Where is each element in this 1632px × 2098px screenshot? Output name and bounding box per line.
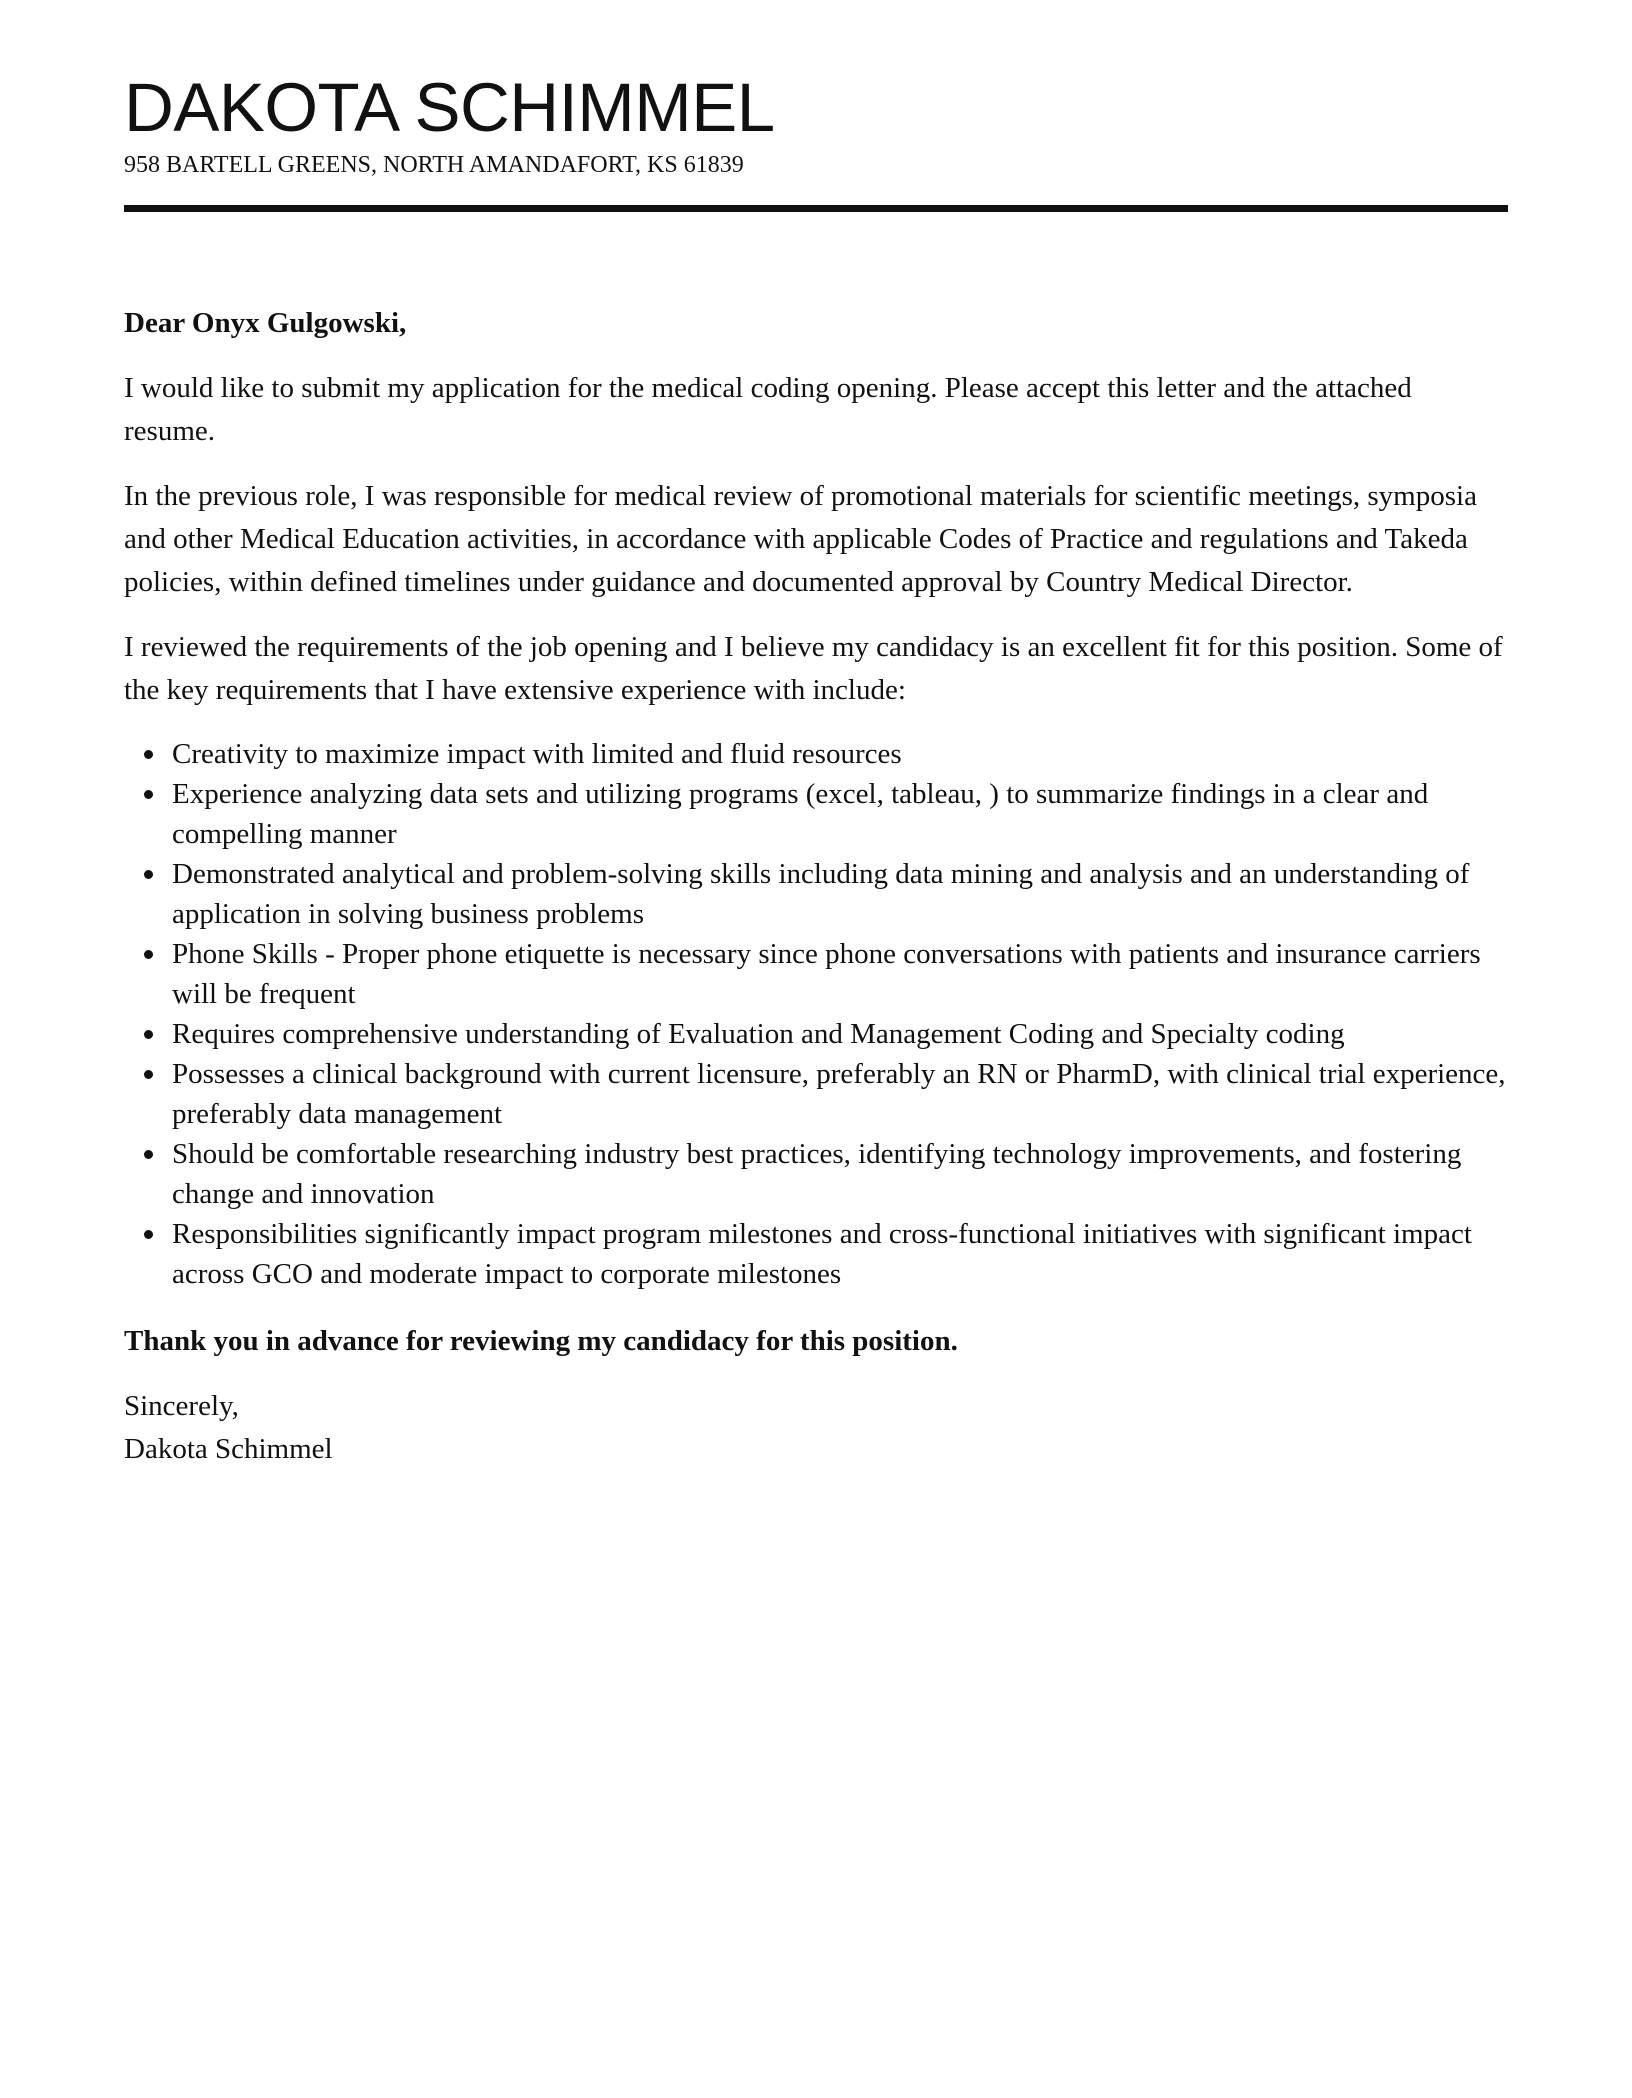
experience-paragraph: In the previous role, I was responsible for medical review of promotional materials for scientific meetings, symposia and other Medical Education activities, in accordance with applicable Codes of Practice and regulations and Takeda policies, within defined timelines under guidance and documented approval by Country Medical Director.: [124, 480, 1477, 598]
list-item: [124, 1134, 1508, 1214]
requirement-text: Should be comfortable researching industry best practices, identifying technology improvements, and fostering change and innovation: [172, 1138, 1462, 1210]
requirement-text: Requires comprehensive understanding of Evaluation and Management Coding and Specialty coding: [172, 1018, 1345, 1050]
closing-statement: Thank you in advance for reviewing my candidacy for this position.: [124, 1325, 958, 1357]
list-item: [124, 774, 1508, 854]
bullet-icon: [144, 790, 153, 799]
list-item: [124, 1014, 1508, 1054]
list-item: [124, 934, 1508, 1014]
fit-paragraph: I reviewed the requirements of the job opening and I believe my candidacy is an excellent fit for this position. Some of the key requirements that I have extensive experience with include:: [124, 631, 1503, 706]
bullet-icon: [144, 1030, 153, 1039]
requirement-text: Demonstrated analytical and problem-solving skills including data mining and analysis and an understanding of application in solving business problems: [172, 858, 1470, 930]
bullet-icon: [144, 1230, 153, 1239]
intro-paragraph: I would like to submit my application for the medical coding opening. Please accept this letter and the attached resume.: [124, 372, 1412, 447]
requirements-list: [124, 734, 1508, 1294]
sign-off: [124, 1385, 1508, 1471]
bullet-icon: [144, 1070, 153, 1079]
bullet-icon: [144, 750, 153, 759]
header-divider: [124, 205, 1508, 212]
greeting: Dear Onyx Gulgowski,: [124, 307, 407, 339]
list-item: [124, 1214, 1508, 1294]
list-item: [124, 734, 1508, 774]
list-item: [124, 854, 1508, 934]
applicant-name: DAKOTA SCHIMMEL: [124, 69, 775, 146]
requirement-text: Responsibilities significantly impact program milestones and cross-functional initiatives with significant impact across GCO and moderate impact to corporate milestones: [172, 1218, 1472, 1290]
bullet-icon: [144, 950, 153, 959]
signature: Dakota Schimmel: [124, 1433, 333, 1465]
requirement-text: Possesses a clinical background with current licensure, preferably an RN or PharmD, with clinical trial experience, preferably data management: [172, 1058, 1506, 1130]
bullet-icon: [144, 870, 153, 879]
valediction: Sincerely,: [124, 1390, 239, 1422]
requirement-text: Creativity to maximize impact with limited and fluid resources: [172, 738, 902, 770]
letter-body: [124, 302, 1508, 1471]
applicant-address: 958 BARTELL GREENS, NORTH AMANDAFORT, KS 61839: [124, 152, 744, 178]
requirement-text: Phone Skills - Proper phone etiquette is necessary since phone conversations with patients and insurance carriers will be frequent: [172, 938, 1481, 1010]
requirement-text: Experience analyzing data sets and utilizing programs (excel, tableau, ) to summarize findings in a clear and compelling manner: [172, 778, 1429, 850]
bullet-icon: [144, 1150, 153, 1159]
list-item: [124, 1054, 1508, 1134]
